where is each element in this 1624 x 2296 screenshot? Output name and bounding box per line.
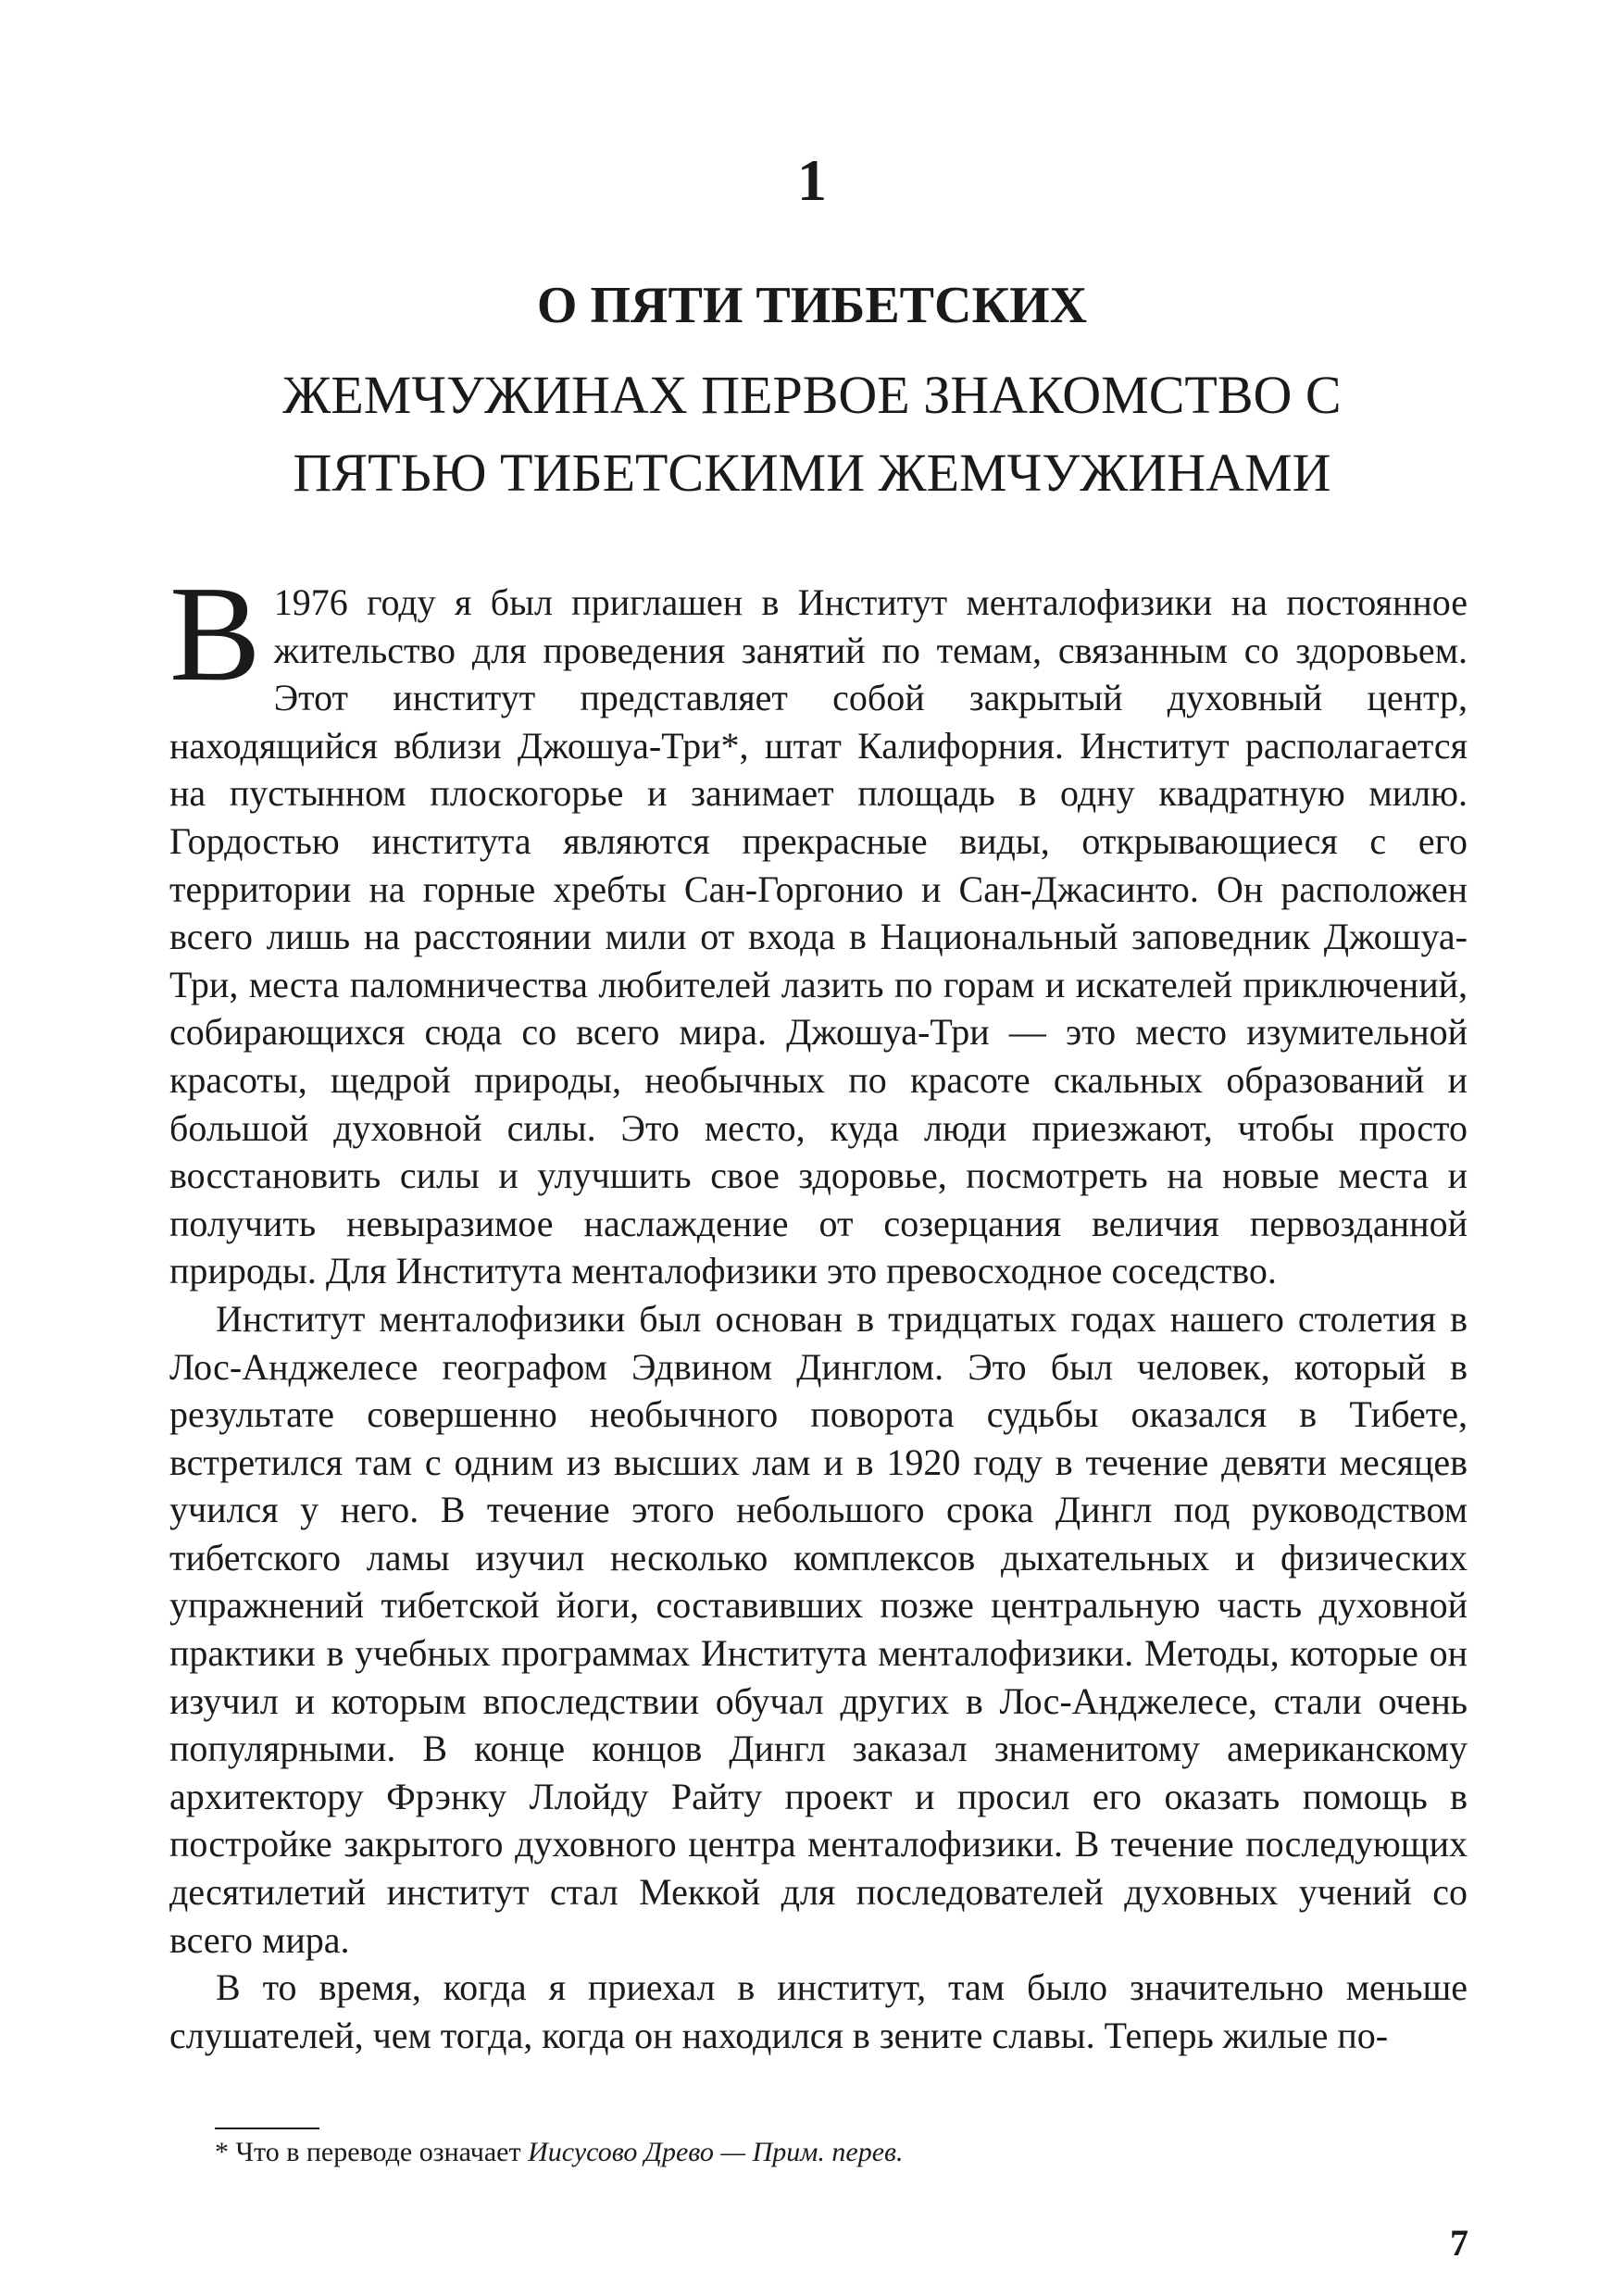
footnote: [215, 2134, 904, 2171]
paragraph-1-text: 1976 году я был приглашен в Институт менталофизики на постоянное жительство для проведения занятий по темам, связанным со здоровьем. Этот институт представляет собой закрытый духовный центр, находящийся вблизи Джошуа-Три*, штат Калифорния. Институт располагается на пустынном плоскогорье и занимает площадь в одну квадратную милю. Гордостью института являются прекрасные виды, открывающиеся с его территории на горные хребты Сан-Горгонио и Сан-Джасинто. Он расположен всего лишь на расстоянии мили от входа в Национальный заповедник Джошуа-Три, места паломничества любителей лазить по горам и искателей приключений, собирающихся сюда со всего мира. Джошуа-Три — это место изумительной красоты, щедрой природы, необычных по красоте скальных образований и большой духовной силы. Это место, куда люди приезжают, чтобы просто восстановить силы и улучшить свое здоровье, посмотреть на новые места и получить невыразимое наслаждение от созерцания величия первозданной природы. Для Института менталофизики это превосходное соседство.: [169, 581, 1468, 1292]
chapter-subtitle-line-2: ПЯТЬЮ ТИБЕТСКИМИ ЖЕМЧУЖИНАМИ: [293, 443, 1331, 503]
footnote-divider: [215, 2128, 319, 2129]
chapter-title: О ПЯТИ ТИБЕТСКИХ: [536, 277, 1088, 334]
body-text: [169, 558, 1468, 2059]
chapter-subtitle-line-1: ЖЕМЧУЖИНАХ ПЕРВОЕ ЗНАКОМСТВО С: [282, 365, 1342, 425]
chapter-number: 1: [797, 147, 827, 213]
paragraph-3: В то время, когда я приехал в институт, там было значительно меньше слушателей, чем тогда, когда он находился в зените славы. Теперь жилые по-: [169, 1966, 1468, 2056]
paragraph-1: [169, 558, 1468, 1295]
footnote-text: * Что в переводе означает: [215, 2137, 529, 2167]
drop-cap: В: [169, 558, 261, 710]
paragraph-2: Институт менталофизики был основан в тридцатых годах нашего столетия в Лос-Анджелесе географом Эдвином Динглом. Это был человек, который в результате совершенно необычного поворота судьбы оказался в Тибете, встретился там с одним из высших лам и в 1920 году в течение девяти месяцев учился у него. В течение этого небольшого срока Дингл под руководством тибетского ламы изучил несколько комплексов дыхательных и физических упражнений тибетской йоги, составивших позже центральную часть духовной практики в учебных программах Института менталофизики. Методы, которые он изучил и которым впоследствии обучал других в Лос-Анджелесе, стали очень популярными. В конце концов Дингл заказал знаменитому американскому архитектору Фрэнку Ллойду Райту проект и просил его оказать помощь в постройке закрытого духовного центра менталофизики. В течение последующих десятилетий институт стал Меккой для последователей духовных учений со всего мира.: [169, 1297, 1468, 1961]
footnote-italic: Иисусово Древо — Прим. перев.: [528, 2137, 904, 2167]
page-number: 7: [1450, 2222, 1468, 2264]
chapter-subtitle: [0, 356, 1624, 512]
